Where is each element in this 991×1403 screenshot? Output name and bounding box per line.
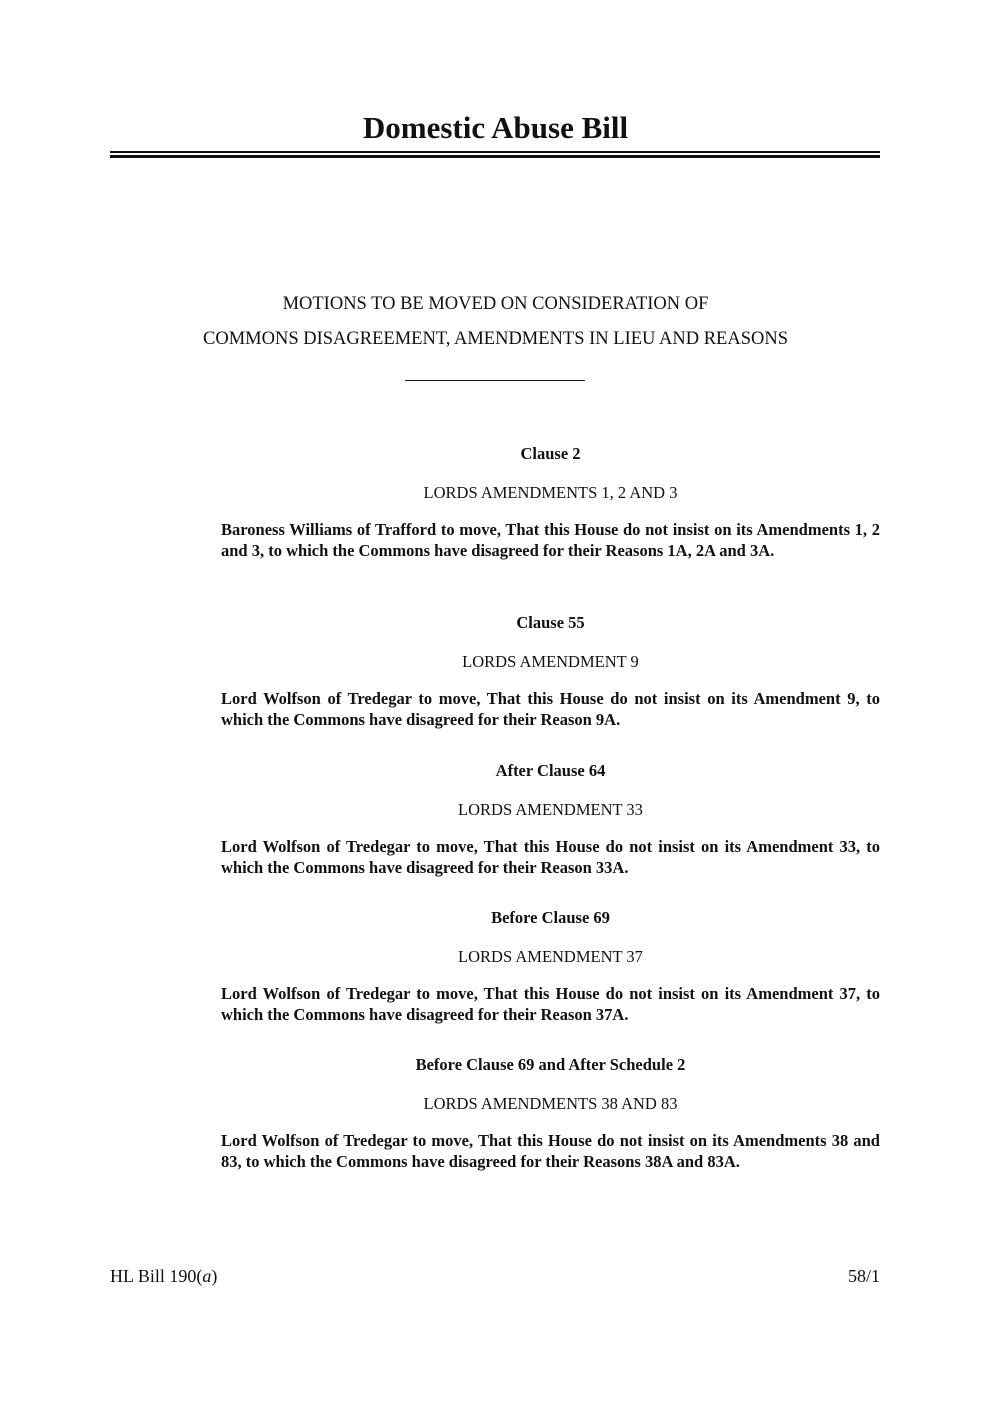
section-heading: After Clause 64 bbox=[495, 761, 606, 780]
bill-number-close: ) bbox=[211, 1266, 218, 1286]
section-heading: Before Clause 69 bbox=[491, 908, 610, 927]
document-title: Domestic Abuse Bill bbox=[362, 110, 629, 145]
motion-text: Lord Wolfson of Tredegar to move, That this House do not insist on its Amendment 9, to which the Commons have disagreed for their Reason 9A. bbox=[221, 689, 880, 729]
section-heading: Before Clause 69 and After Schedule 2 bbox=[415, 1055, 686, 1074]
title-rule-thin bbox=[110, 151, 880, 153]
amendment-label: LORDS AMENDMENT 9 bbox=[462, 652, 639, 671]
section-clause-2 bbox=[221, 444, 880, 561]
bill-number-suffix: a bbox=[202, 1266, 212, 1286]
motion-text: Lord Wolfson of Tredegar to move, That this House do not insist on its Amendments 38 and 83, to which the Commons have disagreed for their Reasons 38A and 83A. bbox=[221, 1131, 880, 1171]
subtitle-line-1: MOTIONS TO BE MOVED ON CONSIDERATION OF bbox=[282, 294, 709, 314]
section-before-clause-69-after-schedule-2 bbox=[221, 1055, 880, 1172]
amendment-label: LORDS AMENDMENT 37 bbox=[458, 947, 643, 966]
amendment-label: LORDS AMENDMENTS 38 AND 83 bbox=[423, 1094, 678, 1113]
bill-number bbox=[110, 1266, 217, 1287]
subtitle-line-2: COMMONS DISAGREEMENT, AMENDMENTS IN LIEU AND REASONS bbox=[203, 329, 788, 349]
motion-text: Baroness Williams of Trafford to move, That this House do not insist on its Amendments 1, 2 and 3, to which the Commons have disagreed for their Reasons 1A, 2A and 3A. bbox=[221, 520, 880, 560]
section-after-clause-64 bbox=[221, 761, 880, 878]
section-heading: Clause 2 bbox=[520, 444, 581, 463]
motion-text: Lord Wolfson of Tredegar to move, That this House do not insist on its Amendment 33, to which the Commons have disagreed for their Reason 33A. bbox=[221, 837, 880, 877]
title-rule-thick bbox=[110, 155, 880, 158]
amendment-label: LORDS AMENDMENT 33 bbox=[458, 800, 643, 819]
page-reference: 58/1 bbox=[847, 1266, 880, 1286]
section-before-clause-69 bbox=[221, 908, 880, 1025]
motion-text: Lord Wolfson of Tredegar to move, That this House do not insist on its Amendment 37, to which the Commons have disagreed for their Reason 37A. bbox=[221, 984, 880, 1024]
section-divider bbox=[405, 380, 585, 381]
section-heading: Clause 55 bbox=[516, 613, 585, 632]
amendment-label: LORDS AMENDMENTS 1, 2 AND 3 bbox=[423, 483, 678, 502]
section-clause-55 bbox=[221, 613, 880, 730]
bill-number-prefix: HL Bill 190( bbox=[110, 1266, 203, 1286]
